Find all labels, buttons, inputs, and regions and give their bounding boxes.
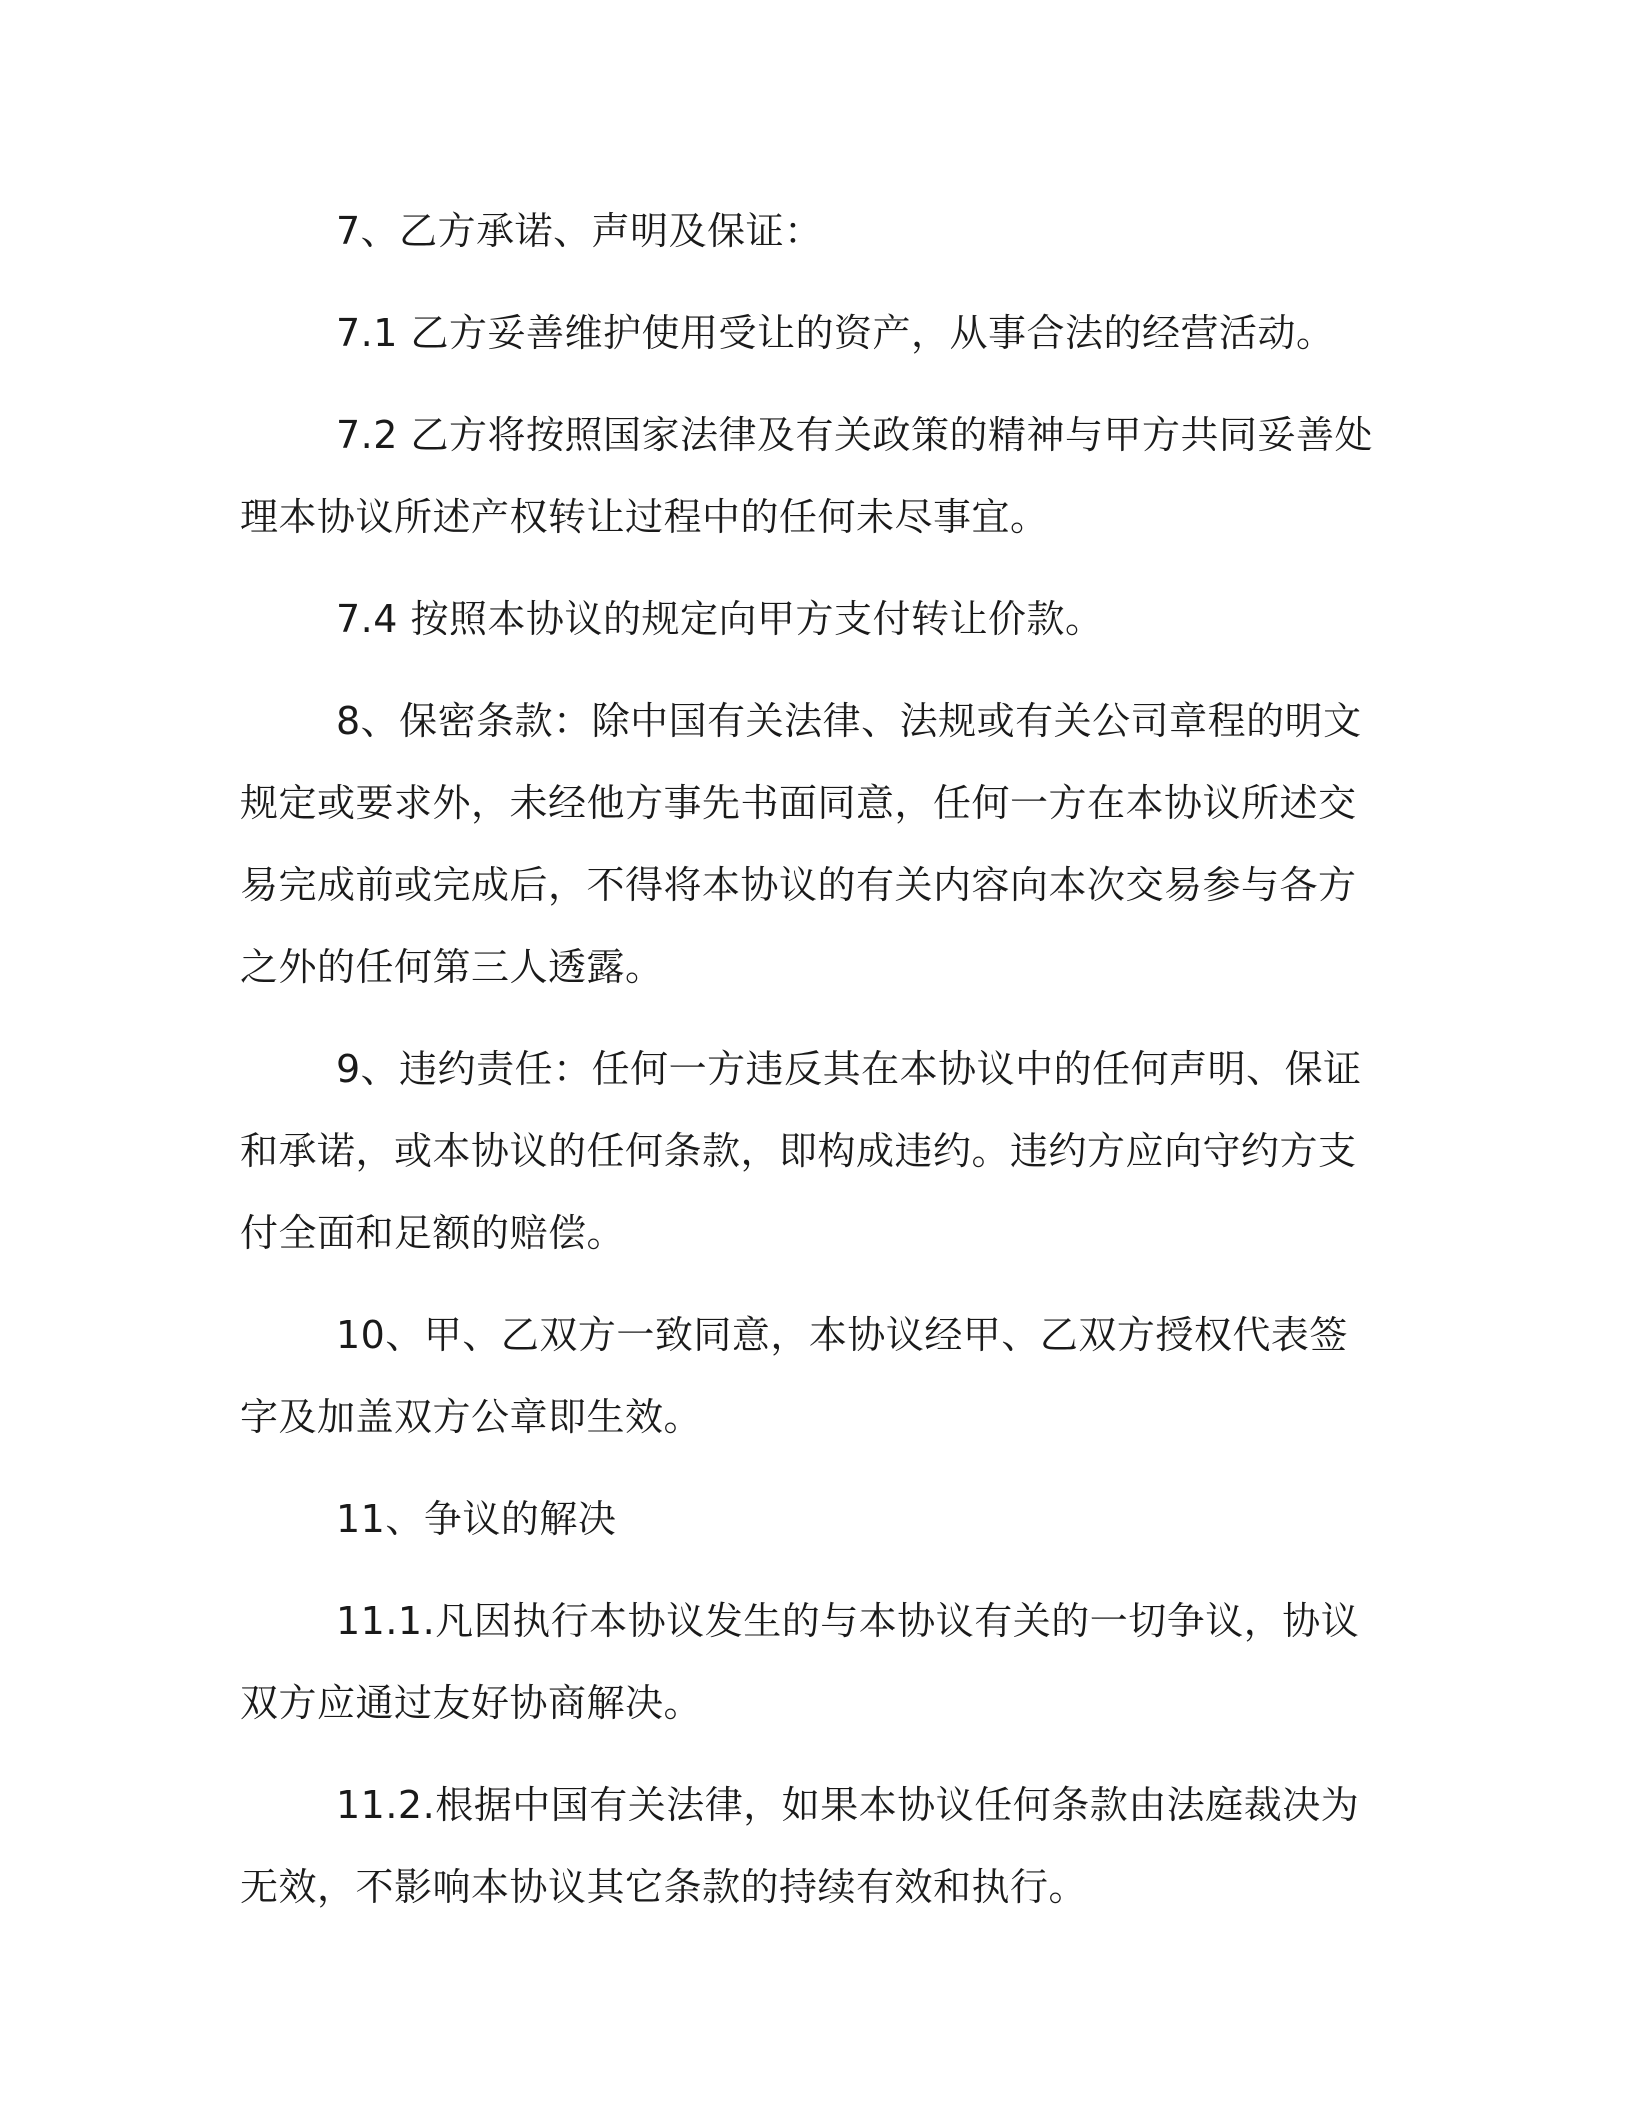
clause-11-heading: 11、争议的解决 (336, 1497, 617, 1541)
clause-10-effectiveness: 10、甲、乙双方一致同意，本协议经甲、乙双方授权代表签字及加盖双方公章即生效。 (240, 1313, 1348, 1439)
clause-7-2: 7.2 乙方将按照国家法律及有关政策的精神与甲方共同妥善处理本协议所述产权转让过程中的任何未尽事宜。 (240, 413, 1374, 539)
clause-11-1: 11.1.凡因执行本协议发生的与本协议有关的一切争议，协议双方应通过友好协商解决。 (240, 1599, 1360, 1725)
clause-7-1: 7.1 乙方妥善维护使用受让的资产，从事合法的经营活动。 (336, 311, 1335, 355)
clause-11-2: 11.2.根据中国有关法律，如果本协议任何条款由法庭裁决为无效，不影响本协议其它条款的持续有效和执行。 (240, 1783, 1360, 1909)
clause-7-4: 7.4 按照本协议的规定向甲方支付转让价款。 (336, 597, 1104, 641)
document-page (240, 190, 1380, 1948)
clause-7-heading: 7、乙方承诺、声明及保证： (336, 209, 823, 253)
clause-8-confidentiality: 8、保密条款：除中国有关法律、法规或有关公司章程的明文规定或要求外，未经他方事先书面同意，任何一方在本协议所述交易完成前或完成后，不得将本协议的有关内容向本次交易参与各方之外的任何第三人透露。 (240, 699, 1362, 989)
clause-9-liability: 9、违约责任：任何一方违反其在本协议中的任何声明、保证和承诺，或本协议的任何条款，即构成违约。违约方应向守约方支付全面和足额的赔偿。 (240, 1047, 1362, 1255)
